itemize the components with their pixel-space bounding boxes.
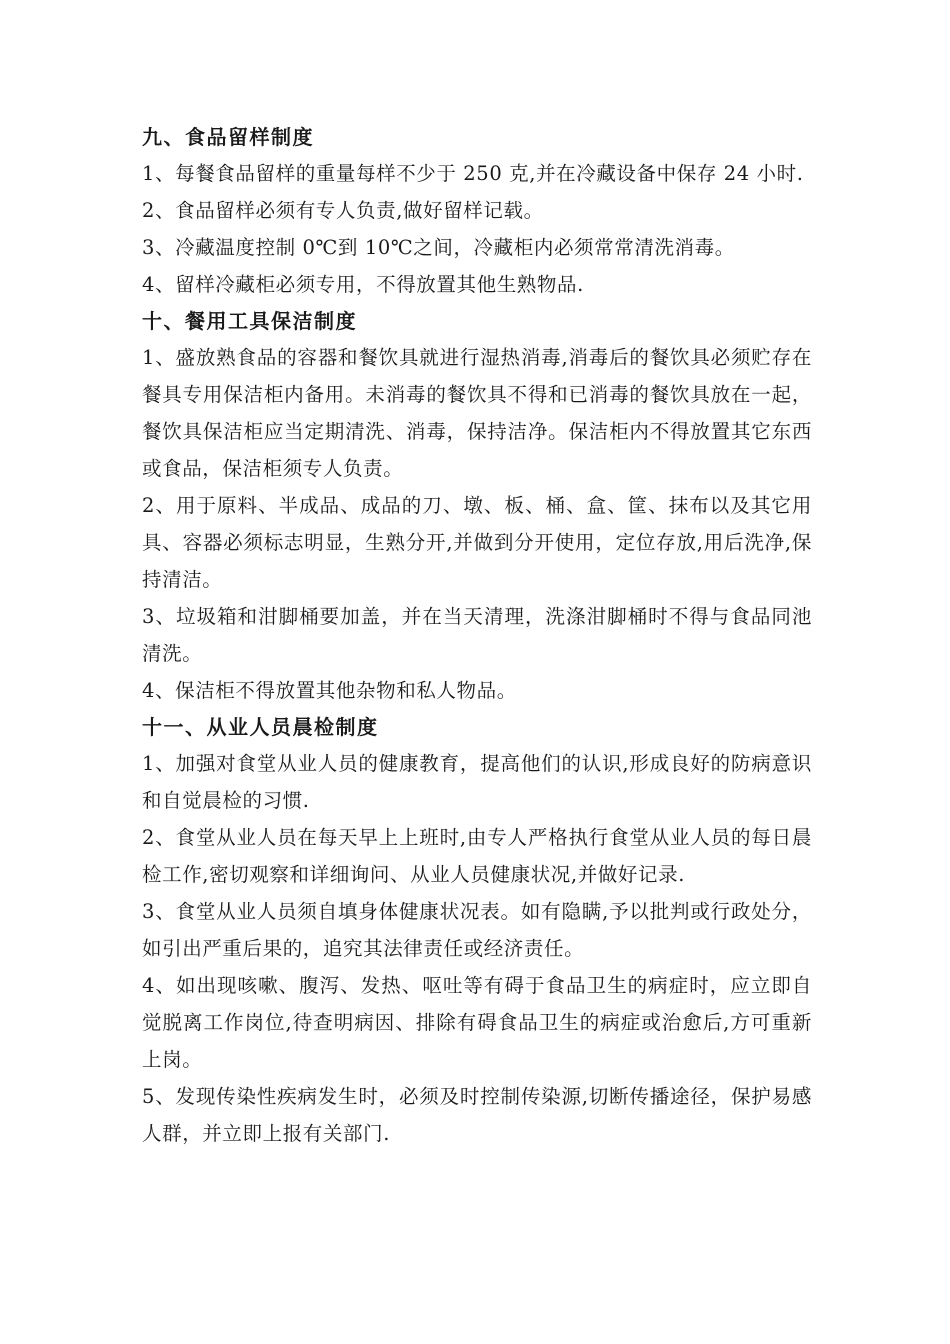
paragraph: 1、盛放熟食品的容器和餐饮具就进行湿热消毒,消毒后的餐饮具必须贮存在餐具专用保洁柜内备用。未消毒的餐饮具不得和已消毒的餐饮具放在一起，餐饮具保洁柜应当定期清洗、消毒，保持洁净。保洁柜内不得放置其它东西或食品，保洁柜须专人负责。 xyxy=(142,346,812,480)
section-morning-check xyxy=(142,709,812,1152)
section-heading: 十、餐用工具保洁制度 xyxy=(142,309,357,333)
section-heading: 十一、从业人员晨检制度 xyxy=(142,715,379,739)
paragraph: 4、保洁柜不得放置其他杂物和私人物品。 xyxy=(142,679,517,702)
paragraph: 3、冷藏温度控制 0℃到 10℃之间，冷藏柜内必须常常清洗消毒。 xyxy=(142,236,735,259)
paragraph: 3、食堂从业人员须自填身体健康状况表。如有隐瞒,予以批判或行政处分，如引出严重后果的，追究其法律责任或经济责任。 xyxy=(142,900,812,960)
paragraph: 1、每餐食品留样的重量每样不少于 250 克,并在冷藏设备中保存 24 小时. xyxy=(142,162,804,185)
paragraph: 3、垃圾箱和泔脚桶要加盖，并在当天清理，洗涤泔脚桶时不得与食品同池清洗。 xyxy=(142,605,812,665)
section-sample-retention xyxy=(142,119,812,303)
paragraph: 2、食堂从业人员在每天早上上班时,由专人严格执行食堂从业人员的每日晨检工作,密切观察和详细询问、从业人员健康状况,并做好记录. xyxy=(142,826,812,886)
paragraph: 2、食品留样必须有专人负责,做好留样记载。 xyxy=(142,199,544,222)
document-page xyxy=(142,119,812,1152)
paragraph: 4、如出现咳嗽、腹泻、发热、呕吐等有碍于食品卫生的病症时，应立即自觉脱离工作岗位,待查明病因、排除有碍食品卫生的病症或治愈后,方可重新上岗。 xyxy=(142,974,812,1071)
section-heading: 九、食品留样制度 xyxy=(142,125,314,149)
paragraph: 5、发现传染性疾病发生时，必须及时控制传染源,切断传播途径，保护易感人群，并立即上报有关部门. xyxy=(142,1085,812,1145)
paragraph: 1、加强对食堂从业人员的健康教育，提高他们的认识,形成良好的防病意识和自觉晨检的习惯. xyxy=(142,752,812,812)
paragraph: 4、留样冷藏柜必须专用，不得放置其他生熟物品. xyxy=(142,273,584,296)
section-utensil-cleaning xyxy=(142,303,812,709)
paragraph: 2、用于原料、半成品、成品的刀、墩、板、桶、盒、筐、抹布以及其它用具、容器必须标志明显，生熟分开,并做到分开使用，定位存放,用后洗净,保持清洁。 xyxy=(142,494,812,591)
